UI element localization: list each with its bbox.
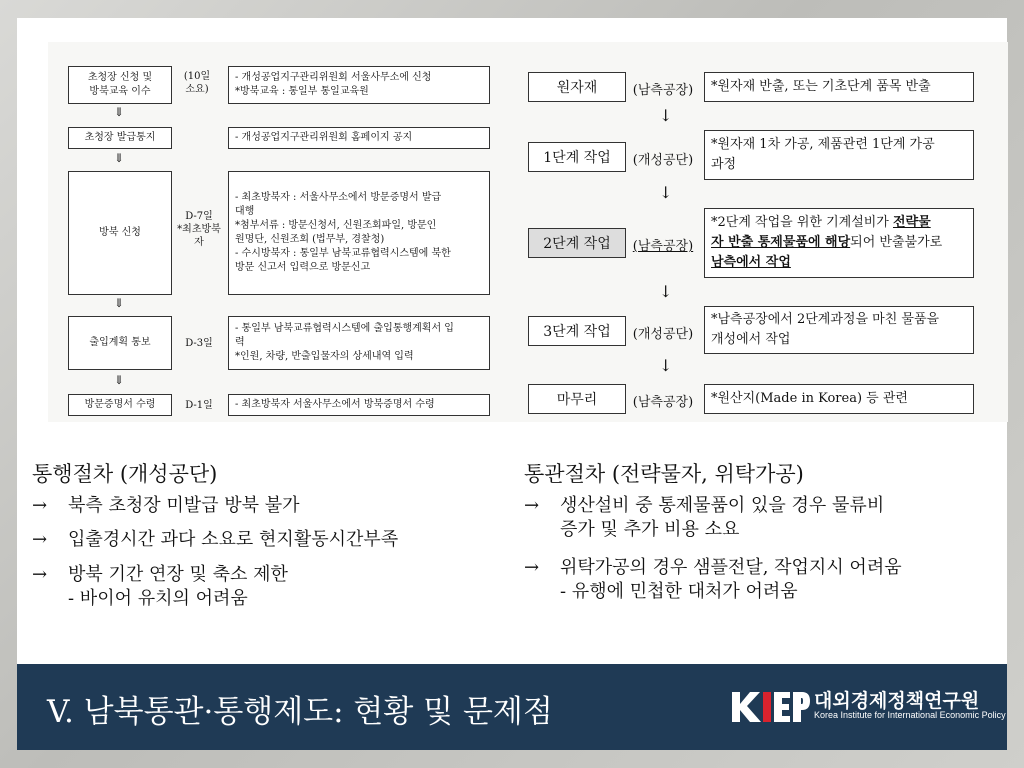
- left-bullet-3-text: 방북 기간 연장 및 축소 제한: [68, 564, 288, 585]
- right-detail-3-text: *2단계 작업을 위한 기계설비가: [711, 215, 893, 230]
- right-detail-3-bold-2: 남측에서 작업: [711, 255, 791, 270]
- right-place-1: (남측공장): [632, 83, 694, 98]
- arrow-icon: →: [32, 564, 48, 585]
- logo-english-name: Korea Institute for International Economic Policy: [814, 710, 1006, 720]
- right-detail-3-text-2: 되어 반출불가로: [850, 235, 943, 250]
- down-arrow: ⇓: [114, 296, 125, 310]
- right-detail-3-bold-1: 전략물 자 반출 통제물품에 해당: [711, 215, 931, 250]
- down-arrow: ↓: [659, 183, 673, 202]
- arrow-icon: →: [524, 557, 540, 578]
- right-step-2: 1단계 작업: [528, 142, 626, 172]
- right-detail-1: *원자재 반출, 또는 기초단계 품목 반출: [704, 72, 974, 102]
- right-detail-2: *원자재 1차 가공, 제품관련 1단계 가공 과정: [704, 130, 974, 180]
- left-detail-2: - 개성공업지구관리위원회 홈페이지 공지: [228, 127, 490, 149]
- left-bullet-3: [32, 563, 502, 611]
- right-heading: 통관절차 (전략물자, 위탁가공): [524, 462, 804, 486]
- right-place-3: (남측공장): [632, 239, 694, 254]
- right-place-5: (남측공장): [632, 395, 694, 410]
- down-arrow: ↓: [659, 356, 673, 375]
- down-arrow: ⇓: [114, 373, 125, 387]
- down-arrow: ↓: [659, 106, 673, 125]
- right-bullet-2-sub: - 유행에 민첩한 대처가 어려움: [560, 581, 798, 602]
- right-place-2: (개성공단): [632, 153, 694, 168]
- right-detail-4: *남측공장에서 2단계과정을 마친 물품을 개성에서 작업: [704, 306, 974, 354]
- left-bullet-3-sub: - 바이어 유치의 어려움: [68, 588, 248, 609]
- left-bullet-2-text: 입출경시간 과다 소요로 현지활동시간부족: [68, 529, 399, 550]
- right-step-1: 원자재: [528, 72, 626, 102]
- right-bullet-1-cont: 증가 및 추가 비용 소요: [560, 519, 740, 540]
- left-heading: 통행절차 (개성공단): [32, 462, 218, 486]
- right-step-4: 3단계 작업: [528, 316, 626, 346]
- right-bullet-2: [524, 556, 1014, 604]
- right-place-4: (개성공단): [632, 327, 694, 342]
- left-step-2: 초청장 발급통지: [68, 127, 172, 149]
- left-step-4: 출입계획 통보: [68, 316, 172, 370]
- right-step-3: 2단계 작업: [528, 228, 626, 258]
- right-bullet-1: [524, 494, 1014, 542]
- section-title: V. 남북통관·통행제도: 현황 및 문제점: [47, 694, 553, 730]
- right-detail-3: [704, 208, 974, 278]
- left-detail-3: - 최초방북자 : 서울사무소에서 방문증명서 발급 대행 *첨부서류 : 방문신청서, 신원조회파일, 방문인 원명단, 신원조회 (법무부, 경찰청) - 수시방북자 : 통일부 남북교류협력시스템에 북한 방문 신고서 입력으로 방문신고: [228, 171, 490, 295]
- arrow-icon: →: [32, 495, 48, 516]
- left-step-1: 초청장 신청 및 방북교육 이수: [68, 66, 172, 104]
- arrow-icon: →: [524, 495, 540, 516]
- left-bullet-1-text: 북측 초청장 미발급 방북 불가: [68, 495, 300, 516]
- left-step-3: 방북 신청: [68, 171, 172, 295]
- left-detail-1: - 개성공업지구관리위원회 서울사무소에 신청 *방북교육 : 통일부 통일교육원: [228, 66, 490, 104]
- left-detail-4: - 통일부 남북교류협력시스템에 출입통행계획서 입 력 *인원, 차량, 반출입물자의 상세내역 입력: [228, 316, 490, 370]
- logo-korean-name: 대외경제정책연구원: [814, 690, 980, 712]
- arrow-icon: →: [32, 529, 48, 550]
- down-arrow: ↓: [659, 282, 673, 301]
- right-bullet-2-text: 위탁가공의 경우 샘플전달, 작업지시 어려움: [560, 557, 902, 578]
- down-arrow: ⇓: [114, 105, 125, 119]
- right-step-5: 마무리: [528, 384, 626, 414]
- kiep-logo: [732, 684, 1006, 734]
- left-timing-5: D-1일: [185, 400, 213, 411]
- left-step-5: 방문증명서 수령: [68, 394, 172, 416]
- left-timing-4: D-3일: [185, 338, 213, 349]
- left-timing-3: D-7일 *최초방북 자: [177, 211, 221, 248]
- right-bullet-1-text: 생산설비 중 통제물품이 있을 경우 물류비: [560, 495, 885, 516]
- left-detail-5: - 최초방북자 서울사무소에서 방북증명서 수령: [228, 394, 490, 416]
- left-timing-1: (10일 소요): [183, 71, 211, 95]
- left-bullet-1: [32, 494, 502, 518]
- left-bullet-2: [32, 528, 502, 552]
- right-detail-5: *원산지(Made in Korea) 등 관련: [704, 384, 974, 414]
- down-arrow: ⇓: [114, 151, 125, 165]
- kiep-logo-mark: [732, 690, 810, 724]
- footer-bar: [17, 664, 1007, 750]
